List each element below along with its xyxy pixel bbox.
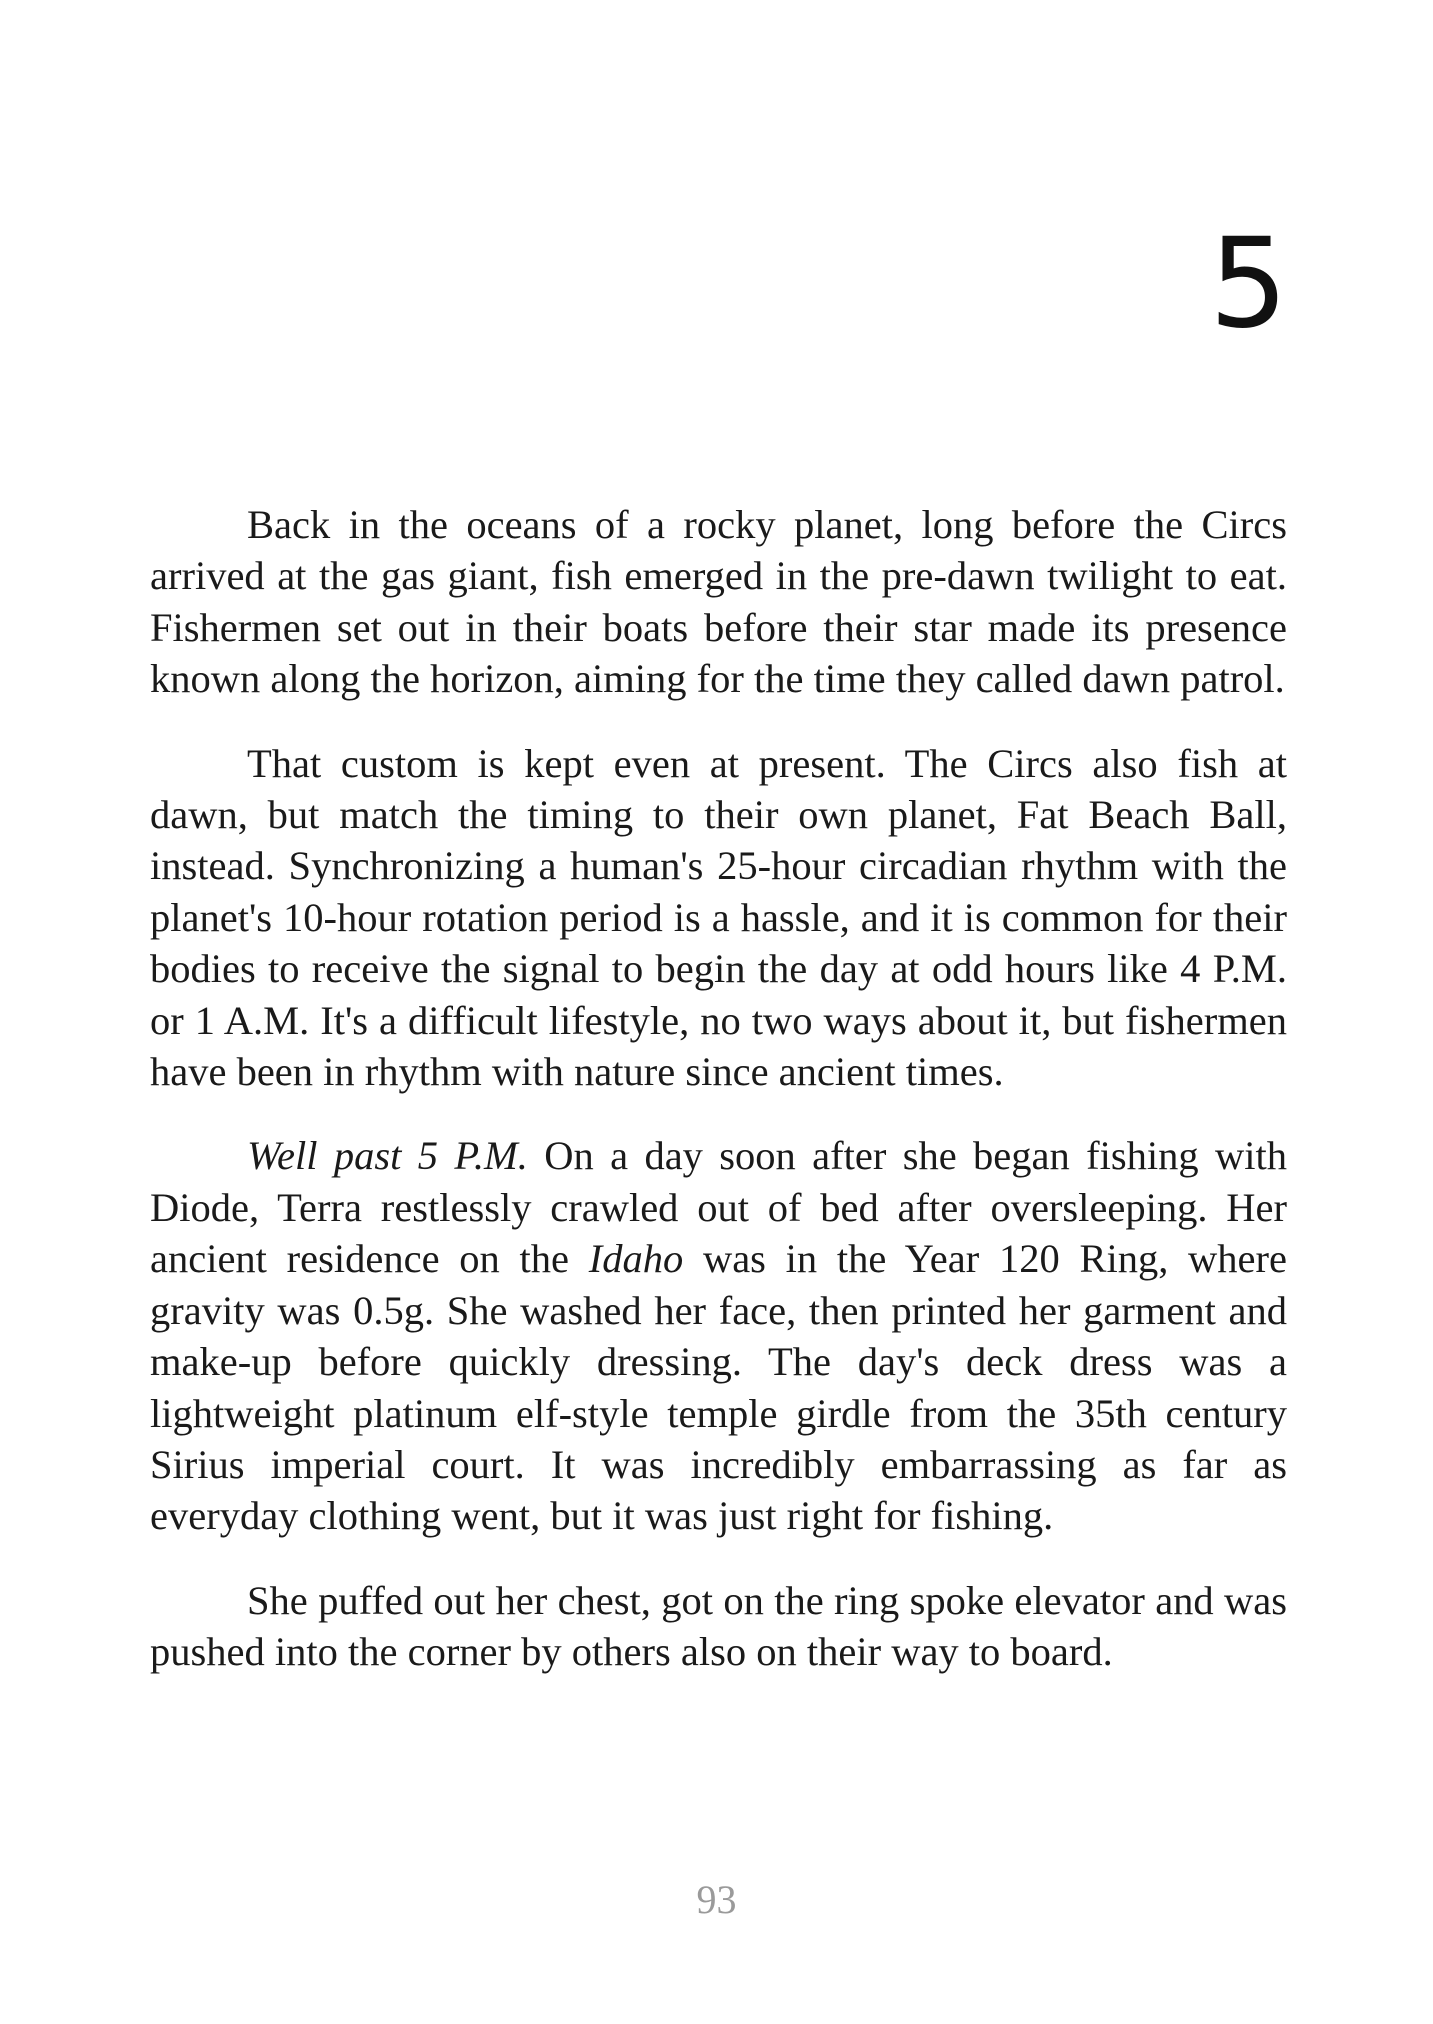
chapter-body — [150, 499, 1287, 1678]
paragraph-text: Back in the oceans of a rocky planet, long before the Circs arrived at the gas giant, fish emerged in the pre-dawn twilight to eat. Fishermen set out in their boats before their star made its presence known along the horizon, aiming for the time they called dawn patrol. — [150, 502, 1287, 702]
italic-ship-name: Idaho — [588, 1236, 684, 1282]
paragraph-text: That custom is kept even at present. The Circs also fish at dawn, but match the timing to their own planet, Fat Beach Ball, instead. Synchronizing a human's 25-hour circadian rhythm with the planet's 10-hour rotation period is a hassle, and it is common for their bodies to receive the signal to begin the day at odd hours like 4 P.M. or 1 A.M. It's a difficult lifestyle, no two ways about it, but fishermen have been in rhythm with nature since ancient times. — [150, 740, 1287, 1095]
paragraph-text: was in the Year 120 Ring, where gravity was 0.5g. She washed her face, then printed her garment and make-up before quickly dressing. The day's deck dress was a lightweight platinum elf-style temple girdle from the 35th century Sirius imperial court. It was incredibly embarrassing as far as everyday clothing went, but it was just right for fishing. — [150, 1236, 1287, 1539]
chapter-number: 5 — [1209, 212, 1288, 356]
page-number: 93 — [696, 1877, 737, 1922]
paragraph-text: She puffed out her chest, got on the ring spoke elevator and was pushed into the corner by others also on their way to board. — [150, 1577, 1287, 1675]
paragraph — [150, 1575, 1287, 1678]
paragraph — [150, 499, 1287, 705]
paragraph — [150, 1130, 1287, 1541]
paragraph — [150, 738, 1287, 1098]
italic-time-phrase: Well past 5 P.M. — [247, 1133, 528, 1179]
paragraph-text: On a day soon after she began fishing with Diode, Terra restlessly crawled out of bed after oversleeping. Her ancient residence on the — [150, 1133, 1287, 1282]
